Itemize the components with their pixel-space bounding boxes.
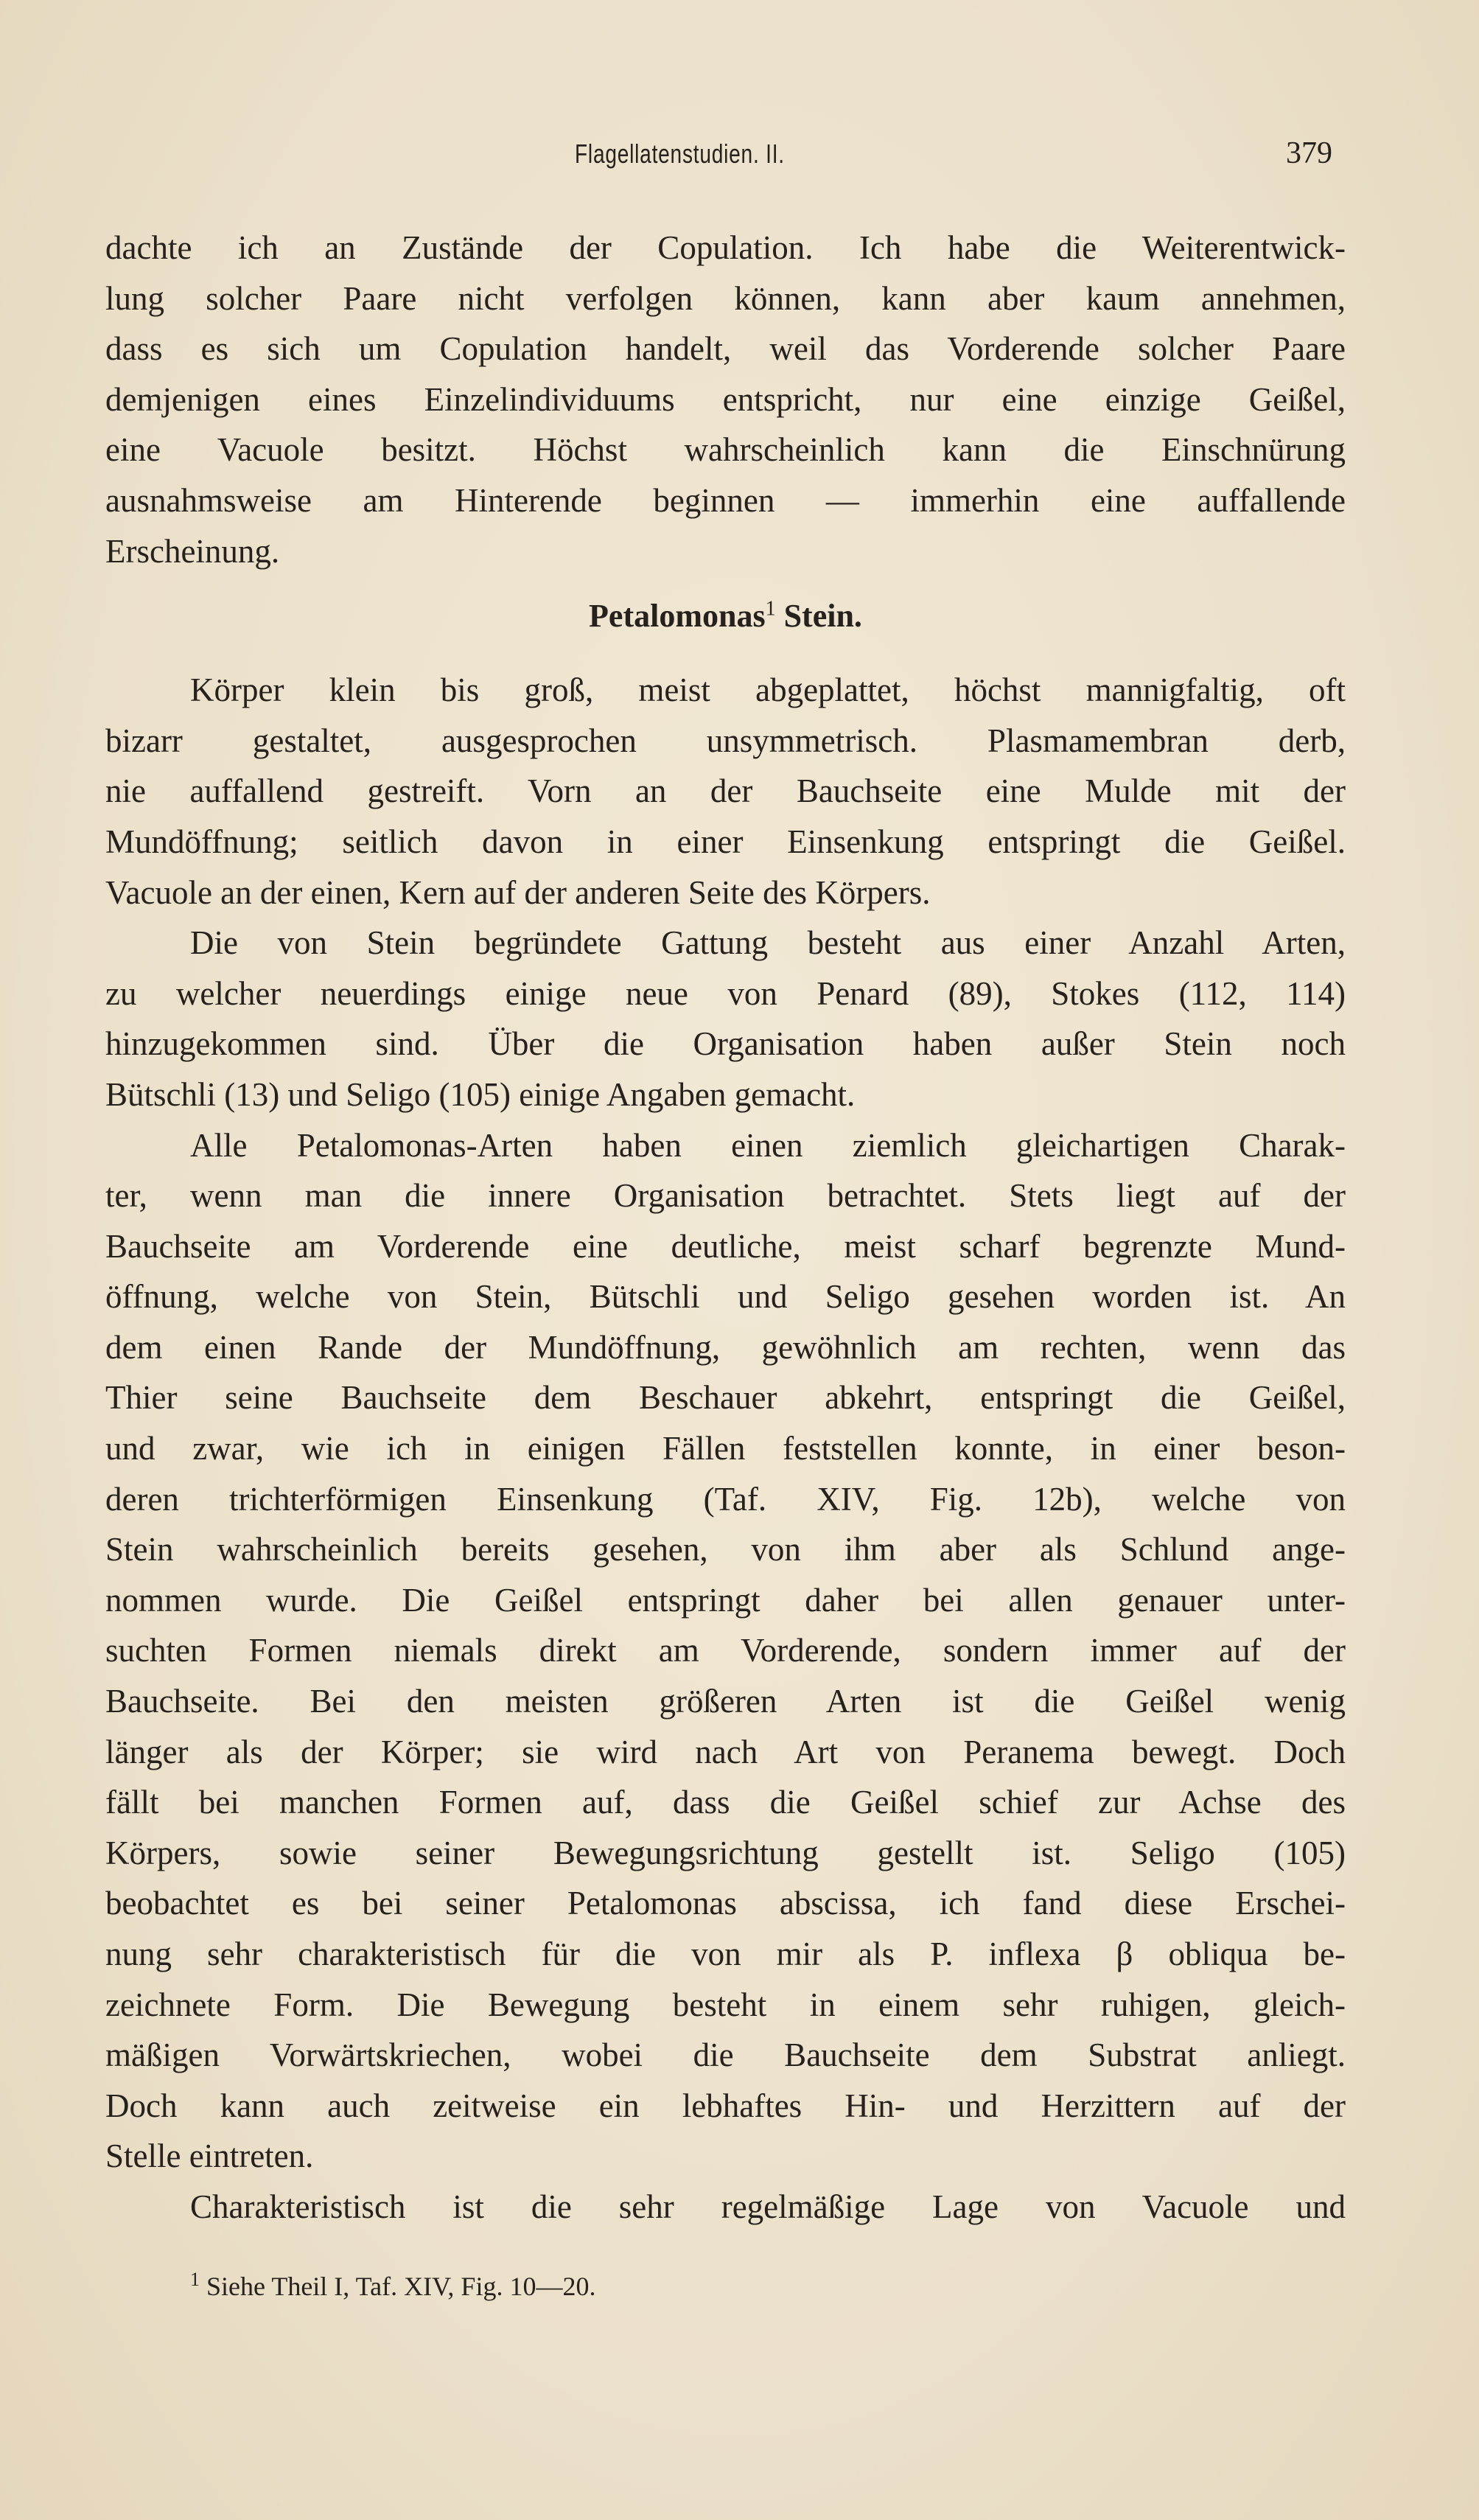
paragraph-continuation [105, 223, 1346, 576]
text-line: Körpers, sowie seiner Bewegungsrichtung gestellt ist. Seligo (105) [105, 1834, 1346, 1871]
footnote-text: Siehe Theil I, Taf. XIV, Fig. 10—20. [206, 2272, 596, 2301]
text-line: Stelle eintreten. [105, 2137, 314, 2175]
text-line: öffnung, welche von Stein, Bütschli und Seligo gesehen worden ist. An [105, 1278, 1346, 1316]
text-line: suchten Formen niemals direkt am Vorderende, sondern immer auf der [105, 1632, 1346, 1669]
text-line: nommen wurde. Die Geißel entspringt daher bei allen genauer unter- [105, 1581, 1346, 1619]
text-line: Stein wahrscheinlich bereits gesehen, von ihm aber als Schlund ange- [105, 1531, 1346, 1568]
text-line: Doch kann auch zeitweise ein lebhaftes Hin- und Herzittern auf der [105, 2087, 1346, 2124]
text-line: dem einen Rande der Mundöffnung, gewöhnlich am rechten, wenn das [105, 1328, 1346, 1366]
running-header [0, 136, 1479, 183]
genus-author: Stein. [783, 598, 862, 635]
text-line: Bauchseite. Bei den meisten größeren Arten ist die Geißel wenig [105, 1683, 1346, 1720]
section-heading-block [105, 576, 1346, 665]
text-line: beobachtet es bei seiner Petalomonas abscissa, ich fand diese Erschei- [105, 1885, 1346, 1922]
text-line: fällt bei manchen Formen auf, dass die Geißel schief zur Achse des [105, 1784, 1346, 1821]
text-line: dass es sich um Copulation handelt, weil das Vorderende solcher Paare [105, 330, 1346, 368]
paragraph-vacuole [105, 2182, 1346, 2233]
page-number: 379 [1286, 136, 1332, 170]
paragraph-diagnosis [105, 665, 1346, 918]
text-line: Charakteristisch ist die sehr regelmäßige Lage von Vacuole und [190, 2188, 1346, 2225]
running-title: Flagellatenstudien. II. [575, 139, 785, 169]
text-line: Erscheinung. [105, 532, 280, 570]
footnote-number: 1 [190, 2269, 200, 2290]
text-line: hinzugekommen sind. Über die Organisation haben außer Stein noch [105, 1025, 1346, 1063]
text-line: demjenigen eines Einzelindividuums entspricht, nur eine einzige Geißel, [105, 380, 1346, 418]
section-heading [105, 597, 1346, 635]
text-line: Die von Stein begründete Gattung besteht aus einer Anzahl Arten, [190, 924, 1346, 962]
text-line: Vacuole an der einen, Kern auf der anderen Seite des Körpers. [105, 873, 931, 911]
text-line: Bütschli (13) und Seligo (105) einige Angaben gemacht. [105, 1075, 856, 1113]
text-line: nie auffallend gestreift. Vorn an der Bauchseite eine Mulde mit der [105, 772, 1346, 810]
text-line: nung sehr charakteristisch für die von mir als P. inflexa β obliqua be- [105, 1936, 1346, 1972]
paragraph-history [105, 918, 1346, 1120]
text-line: zu welcher neuerdings einige neue von Penard (89), Stokes (112, 114) [105, 974, 1346, 1012]
text-line: Bauchseite am Vorderende eine deutliche, meist scharf begrenzte Mund- [105, 1227, 1346, 1265]
text-line: bizarr gestaltet, ausgesprochen unsymmetrisch. Plasmamembran derb, [105, 722, 1346, 759]
text-line: ter, wenn man die innere Organisation betrachtet. Stets liegt auf der [105, 1177, 1346, 1215]
text-line: mäßigen Vorwärtskriechen, wobei die Bauchseite dem Substrat anliegt. [105, 2036, 1346, 2074]
text-line: zeichnete Form. Die Bewegung besteht in einem sehr ruhigen, gleich- [105, 1986, 1346, 2023]
text-line: Thier seine Bauchseite dem Beschauer abkehrt, entspringt die Geißel, [105, 1379, 1346, 1417]
footnote-marker: 1 [765, 597, 776, 621]
text-line: dachte ich an Zustände der Copulation. Ich habe die Weiterentwick- [105, 229, 1346, 266]
text-line: Mundöffnung; seitlich davon in einer Einsenkung entspringt die Geißel. [105, 823, 1346, 860]
text-line: deren trichterförmigen Einsenkung (Taf. XIV, Fig. 12b), welche von [105, 1480, 1346, 1518]
text-line: ausnahmsweise am Hinterende beginnen — immerhin eine auffallende [105, 481, 1346, 519]
text-line: lung solcher Paare nicht verfolgen können, kann aber kaum annehmen, [105, 279, 1346, 317]
genus-name: Petalomonas [589, 598, 766, 635]
text-line: länger als der Körper; sie wird nach Art von Peranema bewegt. Doch [105, 1733, 1346, 1770]
footnote [190, 2269, 595, 2302]
paragraph-organisation [105, 1120, 1346, 2182]
text-line: und zwar, wie ich in einigen Fällen feststellen konnte, in einer beson- [105, 1430, 1346, 1467]
text-line: Alle Petalomonas-Arten haben einen ziemlich gleichartigen Charak- [190, 1126, 1346, 1164]
text-line: Körper klein bis groß, meist abgeplattet, höchst mannigfaltig, oft [190, 671, 1346, 709]
body-text [105, 223, 1346, 2233]
text-line: eine Vacuole besitzt. Höchst wahrscheinlich kann die Einschnürung [105, 431, 1346, 469]
